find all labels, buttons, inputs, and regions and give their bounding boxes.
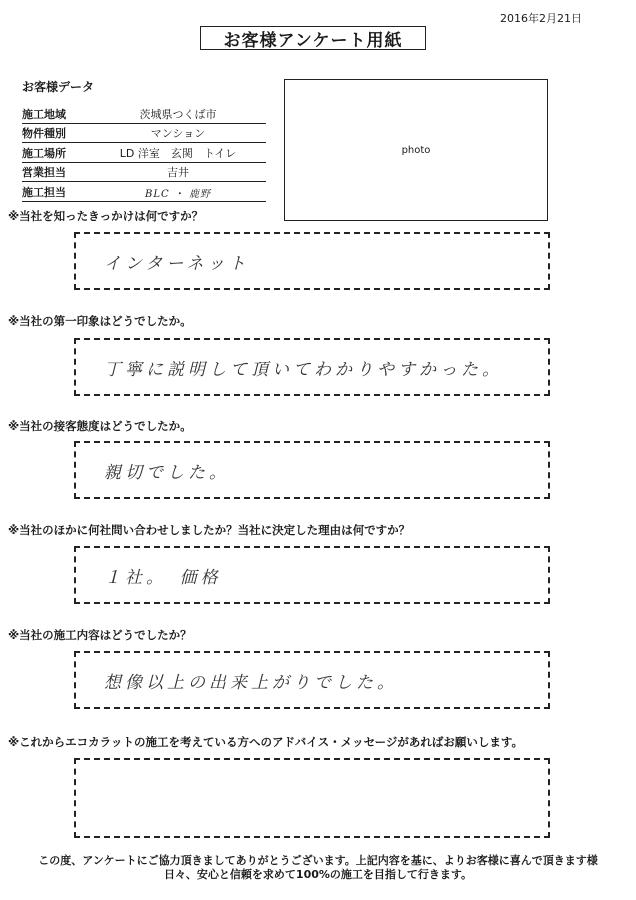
info-label: 施工担当: [22, 185, 66, 199]
info-value: LD 洋室 玄関 トイレ: [119, 146, 237, 160]
answer-box-4: [74, 546, 550, 604]
footer-line-1: この度、アンケートにご協力頂きましてありがとうございます。上記内容を基に、よりお客様に喜んで頂きます様: [38, 854, 598, 867]
question-4: ※当社のほかに何社問い合わせしましたか？当社に決定した理由は何ですか？: [8, 523, 411, 537]
info-row-sales-rep: [22, 163, 266, 183]
info-row-installer: [22, 182, 266, 202]
info-label: 営業担当: [22, 166, 66, 179]
survey-date: 2016年2月21日: [500, 12, 582, 25]
photo-placeholder: [284, 79, 548, 221]
customer-data-table: [22, 104, 266, 202]
info-row-property-type: [22, 124, 266, 144]
answer-text-3: 親切でした。: [104, 463, 230, 483]
answer-box-1: [74, 232, 550, 290]
answer-box-2: [74, 338, 550, 396]
answer-text-2: 丁寧に説明して頂いてわかりやすかった。: [104, 360, 503, 380]
info-row-location: [22, 143, 266, 163]
answer-text-5: 想像以上の出来上がりでした。: [104, 673, 398, 693]
info-row-area: [22, 104, 266, 124]
page-title: [200, 26, 426, 50]
question-1: ※当社を知ったきっかけは何ですか？: [8, 209, 204, 223]
info-value: 吉井: [167, 166, 189, 179]
answer-box-3: [74, 441, 550, 499]
info-label: 施工地域: [22, 107, 66, 121]
answer-box-6: [74, 758, 550, 838]
answer-box-5: [74, 651, 550, 709]
info-value: BLC ・ 鹿野: [145, 188, 211, 200]
answer-text-4: １社。 価格: [104, 568, 222, 588]
info-value: 茨城県つくば市: [139, 107, 217, 121]
question-6: ※これからエコカラットの施工を考えている方へのアドバイス・メッセージがあればお願いします。: [8, 735, 523, 749]
question-3: ※当社の接客態度はどうでしたか。: [8, 419, 192, 433]
info-label: 物件種別: [22, 127, 66, 140]
question-5: ※当社の施工内容はどうでしたか？: [8, 628, 192, 642]
answer-text-1: インターネット: [104, 254, 250, 274]
question-2: ※当社の第一印象はどうでしたか。: [8, 314, 192, 328]
page-title-text: お客様アンケート用紙: [223, 30, 403, 51]
photo-label: photo: [401, 144, 431, 156]
customer-data-heading: お客様データ: [22, 80, 95, 94]
footer-line-2: 日々、安心と信頼を求めて100%の施工を目指して行きます。: [163, 868, 473, 881]
info-label: 施工場所: [22, 146, 66, 160]
info-value: マンション: [150, 127, 206, 140]
